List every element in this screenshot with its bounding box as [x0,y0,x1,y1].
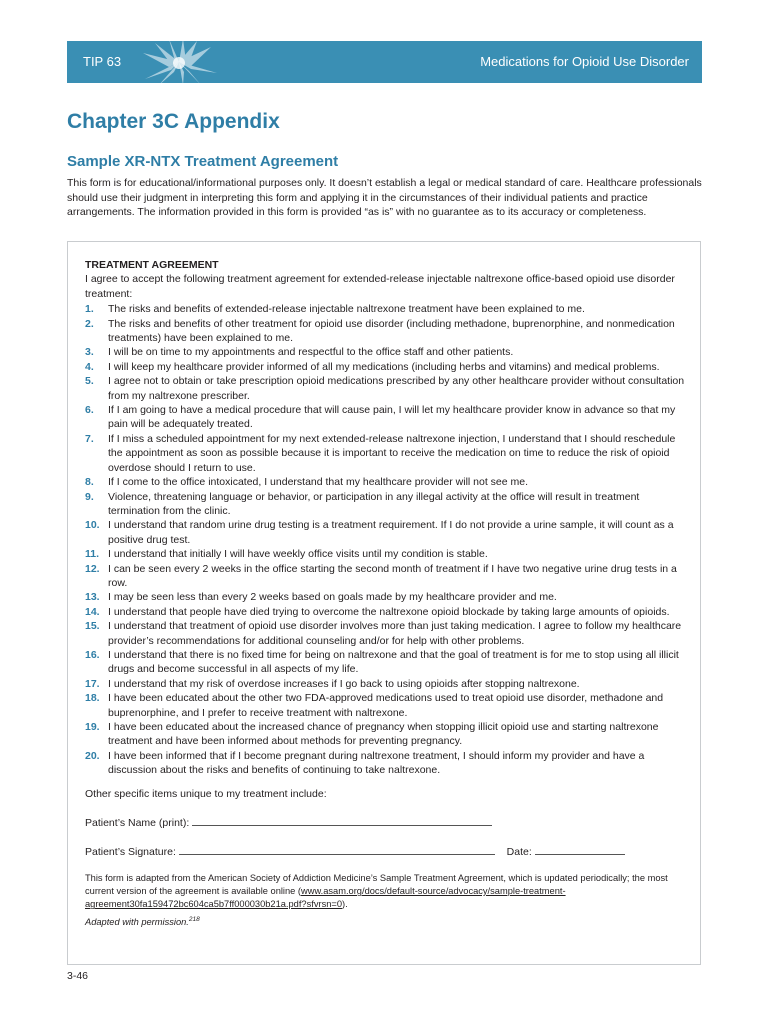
item-text: I can be seen every 2 weeks in the office starting the second month of treatment if I have two negative urine drug tests in a row. [108,562,677,589]
item-text: I will keep my healthcare provider informed of all my medications (including herbs and vitamins) and medical problems. [108,360,660,373]
item-text: I understand that initially I will have weekly office visits until my condition is stable. [108,548,488,561]
patient-name-label: Patient’s Name (print): [85,817,190,830]
item-number: 19. [85,721,100,733]
other-items-label: Other specific items unique to my treatment include: [85,787,327,800]
item-number: 9. [85,490,94,503]
item-text: I may be seen less than every 2 weeks based on goals made by my healthcare provider and me. [108,591,557,604]
item-number: 4. [85,360,94,373]
item-text: Violence, threatening language or behavior, or participation in any illegal activity at the office will result in treatment termination from the clinic. [108,490,640,517]
agreement-item [85,590,691,604]
item-text: I understand that random urine drug testing is a treatment requirement. If I do not provide a urine sample, it will count as a positive drug test. [108,519,674,546]
agreement-item [85,562,691,591]
agreement-heading: TREATMENT AGREEMENT [85,259,219,271]
item-text: I understand that treatment of opioid use disorder involves more than just taking medication. I agree to follow my healthcare provider’s recommendations for additional counseling and/or for help with other problems. [108,620,682,647]
source-link[interactable]: www.asam.org/docs/default-source/advocacy/sample-treatment-agreement30fa159472bc604ca5b7ff000030b21a.pdf?sfvrsn=0 [85,886,566,910]
signature-field[interactable] [179,843,495,855]
item-number: 11. [85,548,100,561]
item-number: 8. [85,476,94,489]
item-text: I understand that my risk of overdose increases if I go back to using opioids after stopping naltrexone. [108,677,580,690]
agreement-item [85,648,691,677]
agreement-item [85,317,691,346]
date-field[interactable] [535,843,625,855]
item-text: If I come to the office intoxicated, I understand that my healthcare provider will not see me. [108,476,529,489]
agreement-item [85,691,691,720]
item-text: The risks and benefits of extended-release injectable naltrexone treatment have been explained to me. [108,303,585,316]
agreement-item [85,677,691,691]
item-text: I understand that there is no fixed time for being on naltrexone and that the goal of treatment is for me to stop using all illicit drugs and become successful in all aspects of my life. [108,648,679,676]
item-number: 16. [85,648,100,661]
item-text: I have been informed that if I become pregnant during naltrexone treatment, I should inform my provider and have a discussion about the risks and benefits of continuing to take naltrexone. [108,749,645,777]
agreement-item [85,619,691,648]
agreement-item [85,432,691,475]
item-text: I have been educated about the increased chance of pregnancy when stopping illicit opioid use and starting naltrexone treatment and have been informed about methods for preventing pregnancy. [108,721,659,748]
item-text: I have been educated about the other two FDA-approved medications used to treat opioid use disorder, methadone and buprenorphine, and I prefer to receive treatment with naltrexone. [108,692,664,719]
item-text: I will be on time to my appointments and respectful to the office staff and other patients. [108,346,514,359]
agreement-item [85,302,691,316]
header-banner [67,41,702,83]
source-note-text: This form is adapted from the American Society of Addiction Medicine’s Sample Treatment Agreement, which is updated periodically; the most current version of the agreement is available online ( [85,872,668,897]
section-title: Sample XR-NTX Treatment Agreement [67,153,339,170]
agreement-item [85,490,691,519]
patient-name-field[interactable] [192,814,492,826]
item-number: 3. [85,346,94,359]
item-text: If I miss a scheduled appointment for my next extended-release naltrexone injection, I understand that I should reschedule the appointment as soon as possible because it is important to receive the medication on time to reduce the risk of opioid overdose should I return to use. [108,432,676,474]
agreement-lead: I agree to accept the following treatment agreement for extended-release injectable naltrexone office-based opioid use disorder treatment: [85,273,675,300]
page-number: 3-46 [67,970,89,982]
source-note [85,872,691,912]
item-number: 1. [85,303,94,316]
item-number: 15. [85,620,100,633]
date-label: Date: [506,846,532,859]
item-number: 10. [85,519,100,532]
agreement-item [85,749,691,778]
item-number: 13. [85,591,100,604]
source-note-end: ). [342,899,348,910]
agreement-item [85,345,691,359]
item-number: 18. [85,692,100,705]
agreement-items [85,302,691,777]
item-number: 17. [85,677,100,690]
signature-label: Patient’s Signature: [85,846,176,859]
agreement-item [85,360,691,374]
item-number: 7. [85,432,94,445]
agreement-item [85,720,691,749]
agreement-item [85,403,691,432]
chapter-title: Chapter 3C Appendix [67,110,280,133]
patient-name-row [85,814,691,830]
adapted-text: Adapted with permission. [85,917,189,928]
adapted-note [85,913,691,930]
item-number: 6. [85,404,94,417]
item-text: The risks and benefits of other treatment for opioid use disorder (including methadone, buprenorphine, and nonmedication treatments) have been explained to me. [108,317,675,345]
publication-title: Medications for Opioid Use Disorder [480,54,689,69]
starburst-logo-icon [139,39,219,85]
item-number: 5. [85,375,94,388]
agreement-item [85,475,691,489]
item-number: 12. [85,562,100,575]
intro-paragraph: This form is for educational/informational purposes only. It doesn’t establish a legal or medical standard of care. Healthcare professionals should use their judgment in interpreting this form and applying it in the circumstances of their individual patients and practice arrangements. The information provided in this form is provided “as is” with no guarantee as to its accuracy or completeness. [67,177,702,219]
item-number: 20. [85,749,100,762]
agreement-item [85,605,691,619]
item-text: I agree not to obtain or take prescription opioid medications prescribed by any other healthcare provider without consultation from my naltrexone prescriber. [108,375,685,402]
agreement-item [85,547,691,561]
agreement-item [85,374,691,403]
tip-label: TIP 63 [83,54,122,69]
item-text: If I am going to have a medical procedure that will cause pain, I will let my healthcare provider know in advance so that my pain will be adequately treated. [108,404,676,431]
reference-number: 218 [188,916,200,924]
treatment-agreement-box [67,241,701,965]
item-text: I understand that people have died trying to overcome the naltrexone opioid blockade by taking large amounts of opioids. [108,605,670,618]
item-number: 2. [85,317,94,330]
item-number: 14. [85,605,100,618]
signature-row [85,843,691,859]
agreement-item [85,518,691,547]
